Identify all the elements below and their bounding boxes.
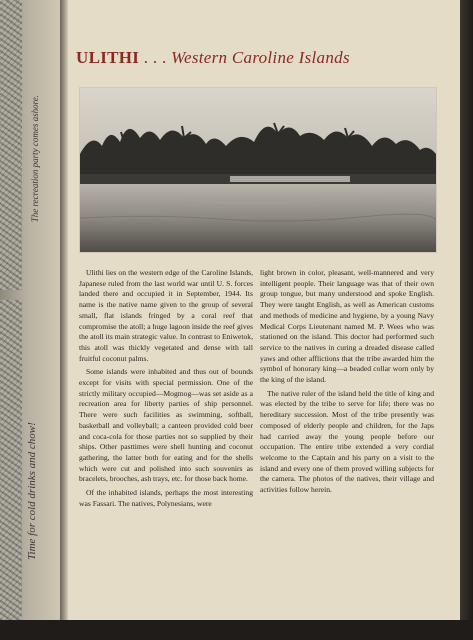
paragraph: Some islands were inhabited and thus out of bounds except for visits with special permission. One of the strictly military occupied—Mogmog—was set aside as a recreation area for liberty parties of ship personnel. There were such facilities as swimming, softball, basketball and volleyball; a canteen provided cold beer and coca-cola for those parties not so supplied by their ships. Other pasttimes were shell hunting and coconut gathering, the latter both for eating and for the shells which were cut and polished into such souvenirs as bracelets, brooches, ash trays, etc. for those back home. [79, 367, 253, 484]
book-page [68, 0, 460, 620]
island-photo [80, 88, 436, 252]
book-gutter [60, 0, 68, 620]
paragraph: Ulithi lies on the western edge of the Caroline Islands, Japanese ruled from the last world war until U. S. forces landed there and occupied it in September, 1944. Its name is the native name given to the group of several small, flat islands fringed by a coral reef that compromise the atoll; a huge lagoon inside the reef gives the atoll its main strategic value. In contrast to Eniwetok, this atoll was thickly vegetated and dense with tall fruitful coconut palms. [79, 268, 253, 363]
text-column-left [79, 268, 253, 512]
title-region: Western Caroline Islands [171, 48, 350, 67]
page-title [76, 48, 350, 68]
text-column-right [260, 268, 434, 499]
paragraph: Of the inhabited islands, perhaps the most interesting was Fassari. The natives, Polynesians, were [79, 488, 253, 508]
left-page-caption-bottom: Time for cold drinks and chow! [26, 422, 38, 560]
left-page-edge [0, 0, 60, 620]
left-page-photo-bottom [0, 300, 22, 620]
title-separator: . . . [139, 48, 172, 67]
left-page-caption-top: The recreation party comes ashore. [30, 95, 40, 223]
paragraph: The native ruler of the island held the title of king and was elected by the tribe to serve for life; there was no hereditary succession. Most of the tribe presently was composed of elderly people and children, for the Japs had carried away the young people before our occupation. The entire tribe extended a very cordial welcome to the Captain and his party on a visit to the island and every one of them proved willing subjects for the camera. The photos of the natives, their village and activities follow herein. [260, 388, 434, 495]
paragraph: light brown in color, pleasant, well-mannered and very intelligent people. Their language was that of their own group tongue, but many understood and spoke English. They were taught English, as well as American customs and methods of medicine and hygiene, by a young Navy Medical Corps Lieutenant named M. P. Wees who was stationed on the island. This doctor had performed such service to the natives in curing a dreaded disease called yaws and other afflictions that the tribe awarded him the symbol of honorary king—a beaded collar worn only by the king of the island. [260, 268, 434, 385]
page-shadow-right [460, 0, 473, 620]
title-place: ULITHI [76, 48, 140, 67]
page-shadow-bottom [0, 620, 473, 640]
island-palm-shoreline-photo [80, 88, 436, 252]
left-page-photo-top [0, 0, 22, 290]
